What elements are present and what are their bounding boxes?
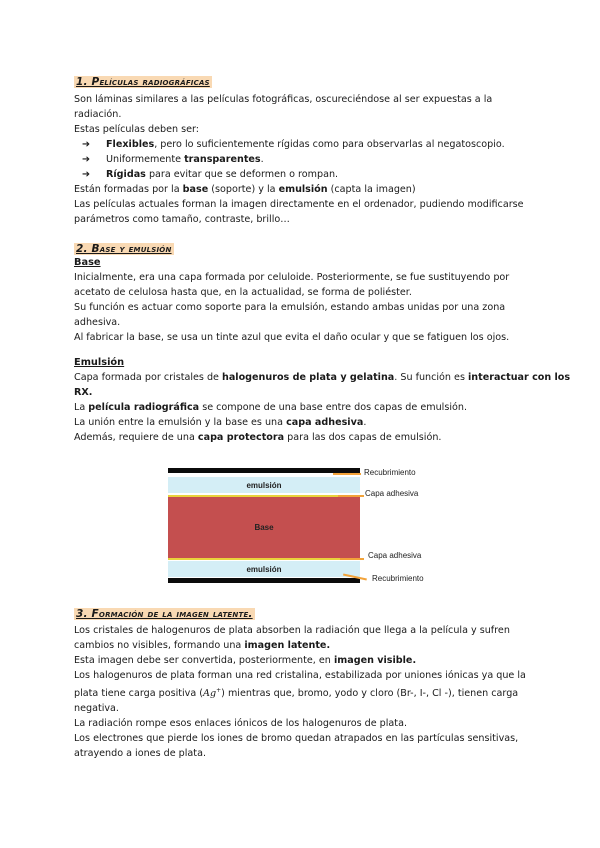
label-cover-bottom: Recubrimiento (372, 574, 424, 583)
paragraph: negativa. (74, 703, 119, 715)
arrow-icon: ➔ (82, 139, 91, 150)
arrow-icon: ➔ (82, 154, 91, 165)
cover-layer-bottom (168, 578, 360, 583)
subheading-base: Base (74, 257, 101, 268)
subheading-emulsion: Emulsión (74, 357, 125, 368)
cover-layer-top (168, 468, 360, 473)
paragraph: plata tiene carga positiva (Ag+) mientras que, bromo, yodo y cloro (Br-, I-, Cl -), tienen carga (74, 687, 519, 700)
paragraph: Esta imagen debe ser convertida, posteriormente, en imagen visible. (74, 655, 417, 666)
pointer-line (340, 558, 364, 560)
pointer-line (338, 495, 364, 497)
section-1-heading: 1. Películas radiográficas (76, 76, 210, 88)
paragraph: adhesiva. (74, 317, 121, 328)
paragraph: Los halogenuros de plata forman una red cristalina, estabilizada por uniones iónicas ya que la (74, 670, 526, 681)
label-cover-top: Recubrimiento (364, 468, 416, 477)
list-item: ➔ Uniformemente transparentes. (82, 154, 264, 165)
paragraph: acetato de celulosa hasta que, en la actualidad, se forma de poliéster. (74, 287, 412, 298)
paragraph: Los cristales de halogenuros de plata absorben la radiación que llega a la película y sufren (74, 625, 510, 636)
paragraph: Estas películas deben ser: (74, 124, 200, 135)
paragraph: atrayendo a iones de plata. (74, 748, 206, 760)
label-adhesive-top: Capa adhesiva (365, 489, 419, 498)
arrow-icon: ➔ (82, 169, 91, 180)
label-adhesive-bottom: Capa adhesiva (368, 551, 422, 560)
base-layer: Base (168, 497, 360, 558)
paragraph: cambios no visibles, formando una imagen latente. (74, 640, 331, 651)
paragraph: parámetros como tamaño, contraste, brillo… (74, 214, 290, 225)
list-item: ➔ Rígidas para evitar que se deformen o rompan. (82, 169, 339, 180)
paragraph: Inicialmente, era una capa formada por celuloide. Posteriormente, se fue sustituyendo por (74, 272, 510, 283)
paragraph: RX. (74, 387, 93, 398)
paragraph: Las películas actuales forman la imagen directamente en el ordenador, pudiendo modificarse (74, 199, 524, 210)
pointer-line (333, 473, 361, 475)
section-3 (74, 608, 544, 761)
section-3-heading: 3. Formación de la imagen latente. (76, 608, 253, 620)
paragraph: Además, requiere de una capa protectora para las dos capas de emulsión. (74, 432, 442, 443)
film-structure-diagram (168, 465, 528, 589)
paragraph: Están formadas por la base (soporte) y la emulsión (capta la imagen) (74, 184, 416, 195)
paragraph: radiación. (74, 109, 122, 120)
paragraph: Son láminas similares a las películas fotográficas, oscureciéndose al ser expuestas a la (74, 94, 493, 105)
section-2-heading: 2. Base y emulsión (76, 243, 172, 255)
paragraph: Capa formada por cristales de halogenuros de plata y gelatina. Su función es interactuar con los (74, 372, 571, 383)
paragraph: La unión entre la emulsión y la base es una capa adhesiva. (74, 417, 367, 428)
paragraph: Los electrones que pierde los iones de bromo quedan atrapados en las partículas sensitivas, (74, 733, 519, 745)
paragraph: La película radiográfica se compone de una base entre dos capas de emulsión. (74, 402, 467, 413)
paragraph: Su función es actuar como soporte para la emulsión, estando ambas unidas por una zona (74, 302, 506, 313)
document-body (74, 76, 571, 445)
emulsion-layer-top: emulsión (168, 477, 360, 493)
paragraph: Al fabricar la base, se usa un tinte azul que evita el daño ocular y que se fatiguen los ojos. (74, 332, 510, 343)
adhesive-layer-bottom (168, 558, 360, 560)
list-item: ➔ Flexibles, pero lo suficientemente rígidas como para observarlas al negatoscopio. (82, 139, 505, 150)
emulsion-layer-bottom: emulsión (168, 561, 360, 577)
paragraph: La radiación rompe esos enlaces iónicos de los halogenuros de plata. (74, 718, 407, 730)
